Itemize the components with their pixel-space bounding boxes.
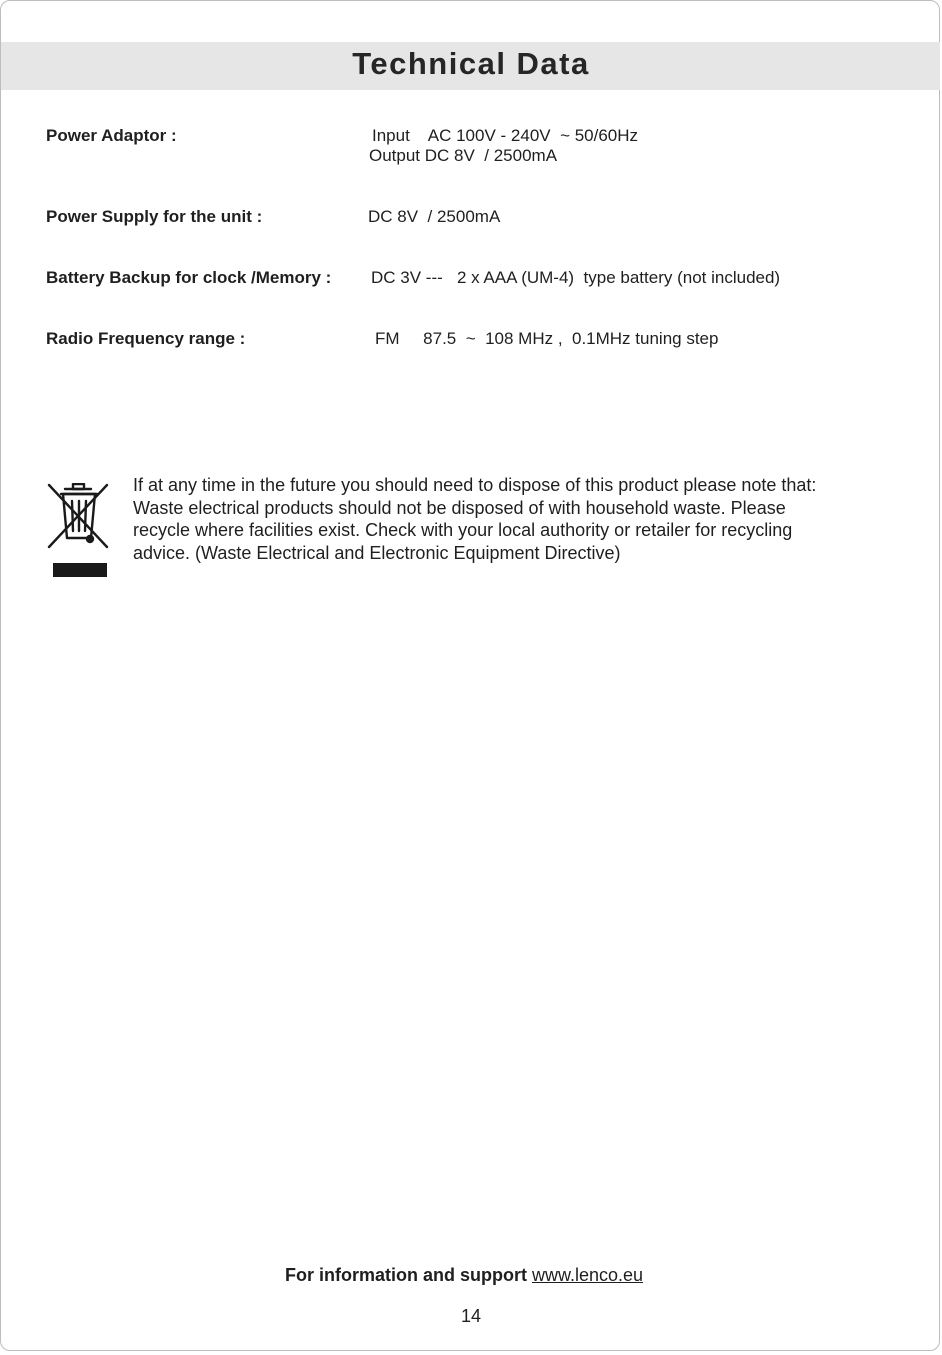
crossed-out-wheelie-bin-icon — [45, 483, 111, 579]
spec-value-radio-frequency: FM 87.5 ~ 108 MHz , 0.1MHz tuning step — [375, 329, 719, 348]
support-link[interactable]: www.lenco.eu — [531, 1265, 644, 1285]
spec-value-battery-backup: DC 3V --- 2 x AAA (UM-4) type battery (not included) — [371, 268, 781, 287]
disposal-line: recycle where facilities exist. Check with your local authority or retailer for recycling — [133, 520, 793, 540]
disposal-line: If at any time in the future you should need to dispose of this product please note that: — [133, 475, 817, 495]
disposal-notice — [133, 474, 893, 564]
spec-value-power-adaptor-output: Output DC 8V / 2500mA — [369, 146, 558, 165]
spec-label-power-adaptor: Power Adaptor : — [46, 126, 177, 145]
disposal-line: advice. (Waste Electrical and Electronic Equipment Directive) — [133, 542, 621, 563]
spec-label-radio-frequency: Radio Frequency range : — [46, 329, 246, 348]
disposal-line: Waste electrical products should not be disposed of with household waste. Please — [133, 497, 786, 518]
spec-label-power-supply: Power Supply for the unit : — [46, 207, 263, 226]
spec-value-power-supply: DC 8V / 2500mA — [368, 207, 501, 226]
spec-value-power-adaptor-input: Input AC 100V - 240V ~ 50/60Hz — [372, 126, 639, 145]
page-title: Technical Data — [352, 46, 590, 81]
page-number: 14 — [460, 1306, 482, 1326]
spec-label-battery-backup: Battery Backup for clock /Memory : — [46, 268, 332, 287]
support-text: For information and support — [284, 1265, 527, 1285]
support-footer — [0, 1265, 928, 1286]
